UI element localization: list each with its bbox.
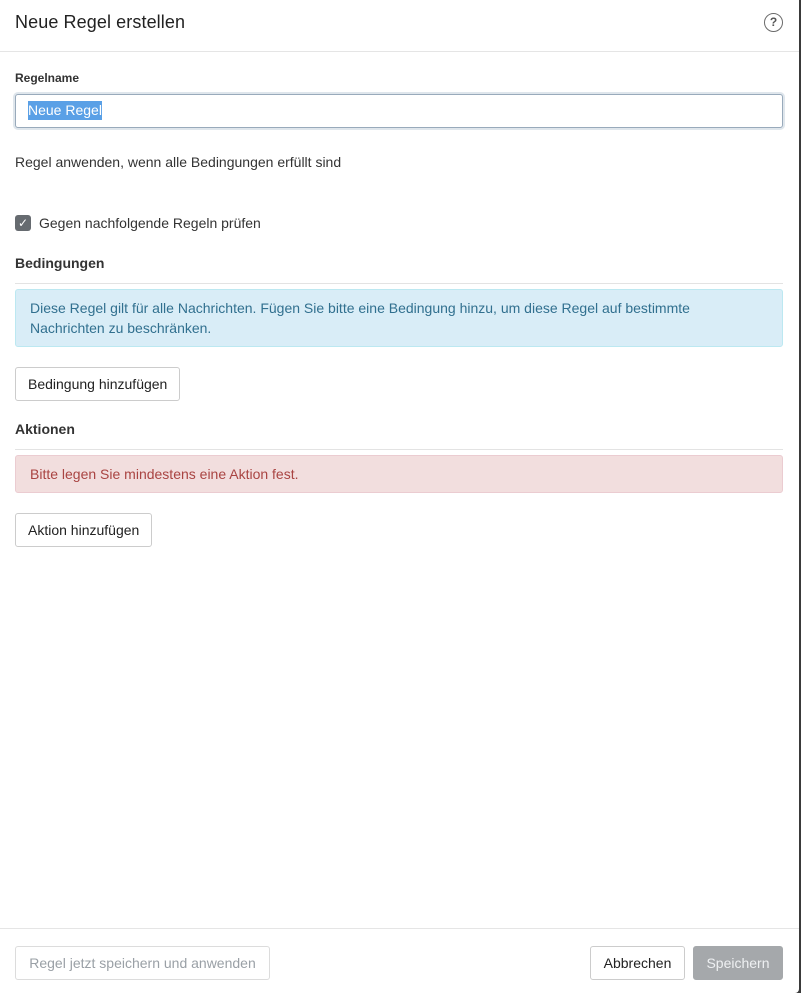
apply-condition-text: Regel anwenden, wenn alle Bedingungen erfüllt sind <box>15 154 342 170</box>
actions-divider <box>15 449 783 450</box>
check-following-rules-label[interactable]: Gegen nachfolgende Regeln prüfen <box>39 215 261 231</box>
rule-name-selection: Neue Regel <box>28 102 102 118</box>
add-action-button[interactable]: Aktion hinzufügen <box>15 513 152 547</box>
actions-error-alert: Bitte legen Sie mindestens eine Aktion fest. <box>15 455 783 493</box>
dialog-footer <box>0 928 799 993</box>
rule-name-label: Regelname <box>15 71 80 85</box>
cancel-button[interactable]: Abbrechen <box>590 946 685 980</box>
actions-heading: Aktionen <box>15 421 75 437</box>
check-following-rules[interactable] <box>15 215 261 231</box>
conditions-divider <box>15 283 783 284</box>
conditions-info-alert: Diese Regel gilt für alle Nachrichten. Fügen Sie bitte eine Bedingung hinzu, um diese Regel auf bestimmte Nachrichten zu beschränken. <box>15 289 783 347</box>
save-button[interactable]: Speichern <box>693 946 783 980</box>
help-icon[interactable]: ? <box>764 13 783 32</box>
checkbox-checked-icon[interactable]: ✓ <box>15 215 31 231</box>
add-condition-button[interactable]: Bedingung hinzufügen <box>15 367 180 401</box>
rule-name-input[interactable] <box>15 94 783 128</box>
conditions-heading: Bedingungen <box>15 255 105 271</box>
dialog-title: Neue Regel erstellen <box>15 12 186 32</box>
save-and-apply-button[interactable]: Regel jetzt speichern und anwenden <box>15 946 270 980</box>
dialog-header <box>0 0 799 52</box>
